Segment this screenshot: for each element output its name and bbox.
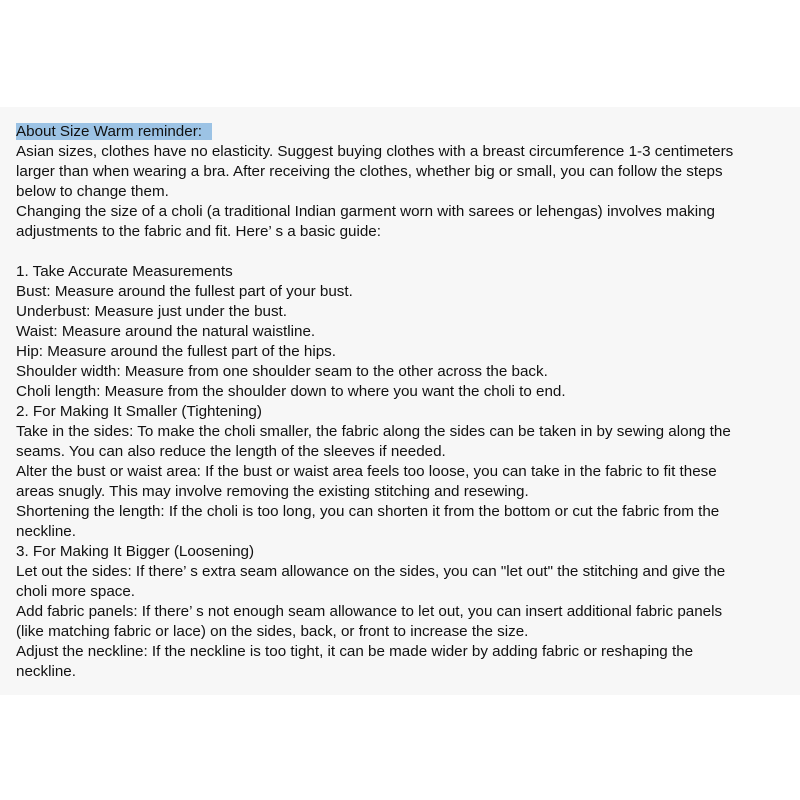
measurement-line: Waist: Measure around the natural waistline. <box>16 323 316 340</box>
measurement-line: Choli length: Measure from the shoulder down to where you want the choli to end. <box>16 383 566 400</box>
section-title-measurements: 1. Take Accurate Measurements <box>16 263 233 280</box>
tightening-line: Alter the bust or waist area: If the bust or waist area feels too loose, you can take in the fabric to fit these <box>16 463 717 480</box>
loosening-line: (like matching fabric or lace) on the sides, back, or front to increase the size. <box>16 623 529 640</box>
section-title-smaller: 2. For Making It Smaller (Tightening) <box>16 403 262 420</box>
tightening-line: seams. You can also reduce the length of the sleeves if needed. <box>16 443 446 460</box>
tightening-line: neckline. <box>16 523 76 540</box>
section-title-bigger: 3. For Making It Bigger (Loosening) <box>16 543 255 560</box>
loosening-line: choli more space. <box>16 583 136 600</box>
intro-line: below to change them. <box>16 183 169 200</box>
intro-line: Changing the size of a choli (a traditional Indian garment worn with sarees or lehengas) involves making <box>16 203 716 220</box>
measurement-line: Bust: Measure around the fullest part of your bust. <box>16 283 353 300</box>
intro-line: adjustments to the fabric and fit. Here’ s a basic guide: <box>16 223 381 240</box>
blank-line <box>16 242 798 262</box>
tightening-line: Shortening the length: If the choli is too long, you can shorten it from the bottom or cut the fabric from the <box>16 503 720 520</box>
loosening-line: neckline. <box>16 663 76 680</box>
loosening-line: Let out the sides: If there’ s extra seam allowance on the sides, you can "let out" the stitching and give the <box>16 563 726 580</box>
loosening-line: Add fabric panels: If there’ s not enough seam allowance to let out, you can insert additional fabric panels <box>16 603 723 620</box>
measurement-line: Hip: Measure around the fullest part of the hips. <box>16 343 336 360</box>
measurement-line: Underbust: Measure just under the bust. <box>16 303 287 320</box>
size-reminder-heading: About Size Warm reminder: <box>16 123 212 140</box>
intro-line: Asian sizes, clothes have no elasticity. Suggest buying clothes with a breast circumference 1-3 centimeters <box>16 143 734 160</box>
intro-line: larger than when wearing a bra. After receiving the clothes, whether big or small, you can follow the steps <box>16 163 723 180</box>
size-guide-text <box>16 122 798 682</box>
tightening-line: Take in the sides: To make the choli smaller, the fabric along the sides can be taken in by sewing along the <box>16 423 731 440</box>
tightening-line: areas snugly. This may involve removing the existing stitching and resewing. <box>16 483 529 500</box>
heading-line <box>16 122 798 142</box>
loosening-line: Adjust the neckline: If the neckline is too tight, it can be made wider by adding fabric or reshaping the <box>16 643 694 660</box>
measurement-line: Shoulder width: Measure from one shoulder seam to the other across the back. <box>16 363 548 380</box>
